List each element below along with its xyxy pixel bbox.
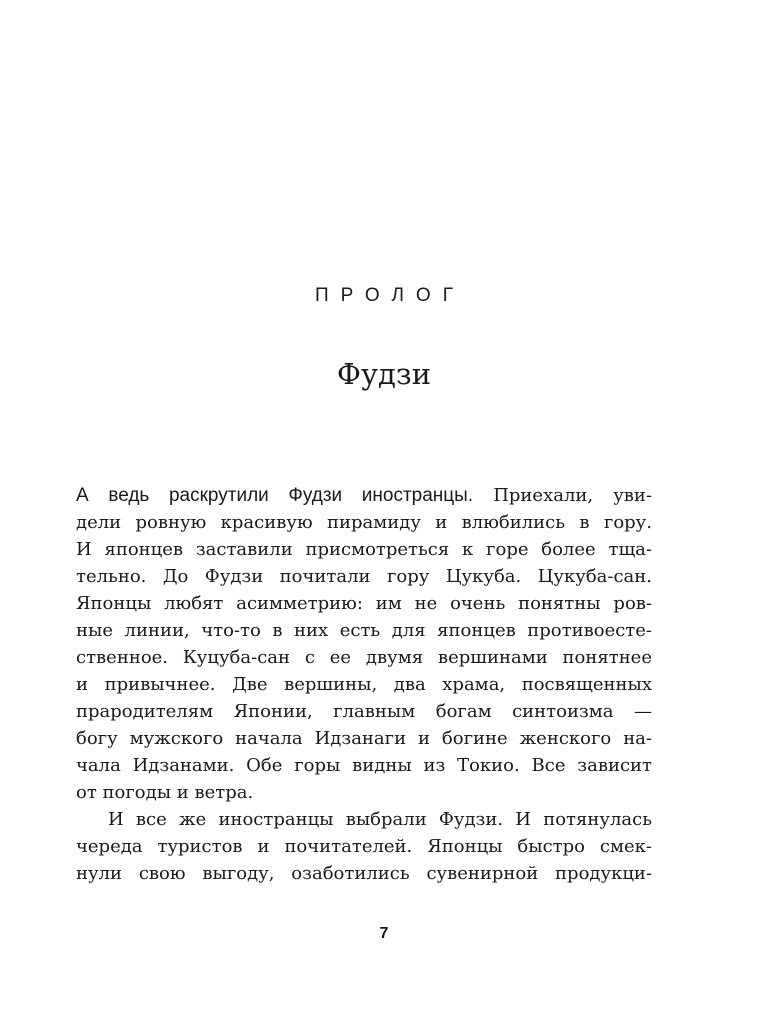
text-line: нули свою выгоду, озаботились сувенирной продукци- <box>76 863 652 884</box>
text-line: ственное. Куцуба-сан с ее двумя вершинами понятнее <box>76 647 652 668</box>
text-line: от погоды и ветра. <box>76 782 254 803</box>
text-line: череда туристов и почитателей. Японцы быстро смек- <box>76 836 652 857</box>
text-line <box>76 482 652 509</box>
text-line: и привычнее. Две вершины, два храма, посвященных <box>76 674 652 695</box>
text-line: И все же иностранцы выбрали Фудзи. И потянулась <box>108 809 652 830</box>
text-line: Японцы любят асимметрию: им не очень понятны ров- <box>76 593 652 614</box>
text-line: чала Идзанами. Обе горы видны из Токио. Все зависит <box>76 755 652 776</box>
chapter-title: Фудзи <box>336 357 432 391</box>
text-line: богу мужского начала Идзанаги и богине женского на- <box>76 728 652 749</box>
text-line: прародителям Японии, главным богам синтоизма — <box>76 701 652 722</box>
text-fragment: Приехали, уви- <box>473 485 653 506</box>
page-number: 7 <box>379 925 389 942</box>
text-line: ные линии, что-то в них есть для японцев противоесте- <box>76 620 652 641</box>
text-line: дели ровную красивую пирамиду и влюбились в гору. <box>76 512 652 533</box>
text-line: тельно. До Фудзи почитали гору Цукуба. Цукуба-сан. <box>76 566 652 587</box>
text-line: И японцев заставили присмотреться к горе более тща- <box>76 539 652 560</box>
chapter-label: ПРОЛОГ <box>314 285 465 306</box>
body-text <box>76 482 652 887</box>
lead-in-text: А ведь раскрутили Фудзи иностранцы. <box>76 485 474 506</box>
